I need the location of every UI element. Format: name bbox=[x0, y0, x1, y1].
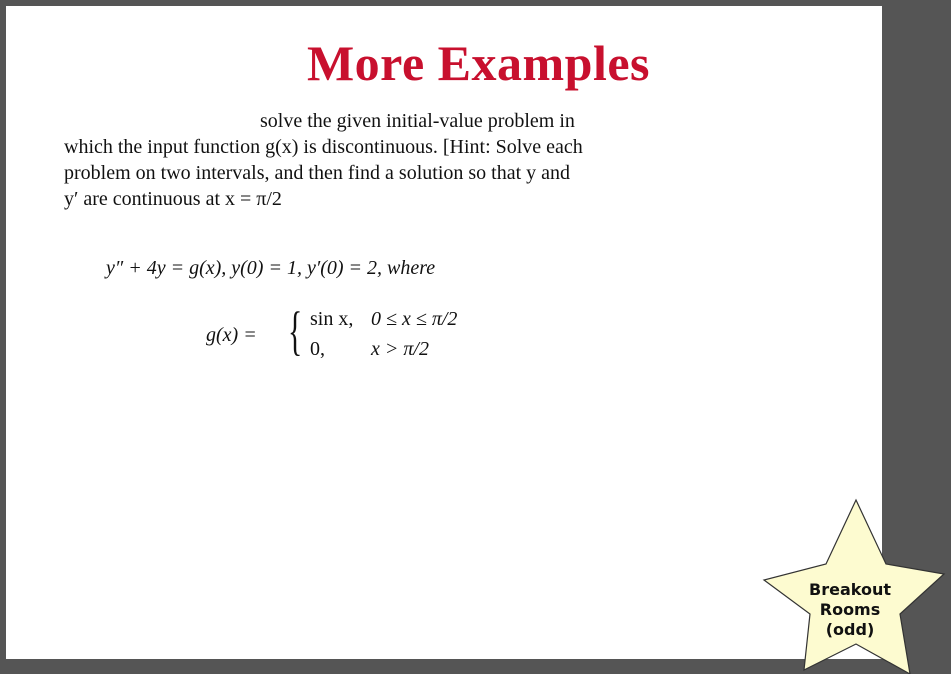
case-2-expression: 0, bbox=[310, 338, 325, 360]
left-brace-icon: { bbox=[288, 301, 303, 361]
problem-line-3: problem on two intervals, and then find a solution so that y and bbox=[64, 162, 571, 184]
piecewise-case-2 bbox=[310, 338, 429, 361]
slide bbox=[6, 6, 891, 659]
problem-line-2: which the input function g(x) is discontinuous. [Hint: Solve each bbox=[64, 136, 583, 158]
problem-line-4: y′ are continuous at x = π/2 bbox=[64, 188, 282, 210]
differential-equation: y″ + 4y = g(x), y(0) = 1, y′(0) = 2, where bbox=[106, 257, 436, 279]
problem-statement bbox=[64, 108, 664, 212]
breakout-label-line-2: Rooms bbox=[819, 600, 881, 619]
slide-title: More Examples bbox=[306, 35, 651, 91]
case-1-expression: sin x, bbox=[310, 308, 354, 330]
breakout-label-line-1: Breakout bbox=[809, 580, 891, 599]
piecewise-case-1 bbox=[310, 308, 457, 331]
problem-line-1: solve the given initial-value problem in bbox=[260, 110, 575, 132]
case-1-condition: 0 ≤ x ≤ π/2 bbox=[371, 308, 458, 330]
piecewise-lhs: g(x) = bbox=[206, 324, 257, 346]
breakout-label-line-3: (odd) bbox=[825, 620, 875, 639]
breakout-rooms-label bbox=[805, 580, 895, 640]
case-2-condition: x > π/2 bbox=[371, 338, 429, 360]
